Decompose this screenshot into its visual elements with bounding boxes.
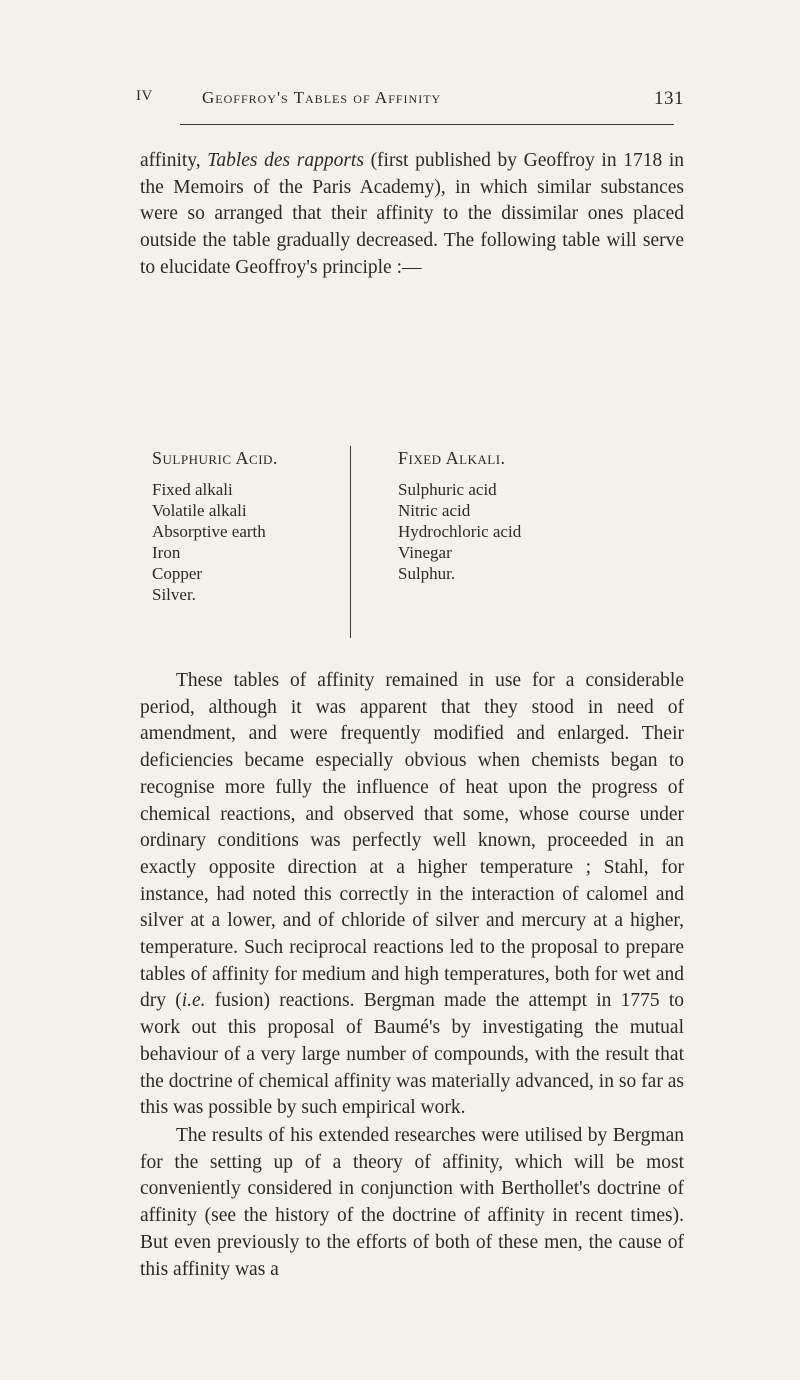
running-title: Geoffroy's Tables of Affinity bbox=[202, 88, 442, 107]
table-column-sulphuric-acid bbox=[152, 448, 278, 605]
table-item: Absorptive earth bbox=[152, 522, 266, 541]
paragraph-1 bbox=[140, 148, 684, 282]
paragraph-2-part-1: These tables of affinity remained in use for a considerable period, although it was apparent that they stood in need of amendment, and were frequently modified and enlarged. Their deficiencies became especially obvious when chemists began to recognise more fully the influence of heat upon the progress of chemical reactions, and observed that some, whose course under ordinary conditions was perfectly well known, proceeded in an exactly opposite direction at a higher temperature ; Stahl, for instance, had noted this correctly in the interaction of calomel and silver at a lower, and of chloride of silver and mercury at a higher, temperature. Such reciprocal reactions led to the proposal to prepare tables of affinity for medium and high temperatures, both for wet and dry ( bbox=[140, 670, 684, 1012]
table-column-fixed-alkali bbox=[398, 448, 521, 584]
running-head bbox=[136, 88, 684, 118]
table-item: Sulphuric acid bbox=[398, 480, 497, 499]
table-item: Vinegar bbox=[398, 543, 452, 562]
paragraph-1-italic-title: Tables des rapports bbox=[207, 150, 364, 171]
table-divider bbox=[350, 446, 351, 638]
table-item: Iron bbox=[152, 543, 181, 562]
table-column-heading: Sulphuric Acid. bbox=[152, 448, 278, 468]
table-item: Copper bbox=[152, 564, 203, 583]
paragraph-1-rest: (first published by Geoffroy in 1718 in the Memoirs of the Paris Academy), in which similar substances were so arranged that their affinity to the dissimilar ones placed outside the table gradually decreased. The following table will serve to elucidate Geoffroy's principle :— bbox=[140, 150, 684, 278]
paragraph-2-italic: i.e. bbox=[181, 990, 206, 1012]
chapter-number: IV bbox=[136, 88, 153, 104]
table-item: Fixed alkali bbox=[152, 480, 233, 499]
table-item: Nitric acid bbox=[398, 501, 471, 520]
table-column-heading: Fixed Alkali. bbox=[398, 448, 506, 468]
paragraph-2 bbox=[140, 668, 684, 1122]
paragraph-2-part-2: fusion) reactions. Bergman made the attempt in 1775 to work out this proposal of Baumé's by investigating the mutual behaviour of a very large number of compounds, with the result that the doctrine of chemical affinity was materially advanced, in so far as this was possible by such empirical work. bbox=[140, 990, 684, 1119]
affinity-table bbox=[150, 448, 670, 638]
table-item: Volatile alkali bbox=[152, 501, 247, 520]
paragraph-3: The results of his extended researches were utilised by Bergman for the setting up of a theory of affinity, which will be most conveniently considered in conjunction with Berthollet's doctrine of affinity (see the history of the doctrine of affinity in recent times). But even previously to the efforts of both of these men, the cause of this affinity was a bbox=[140, 1125, 684, 1280]
header-rule bbox=[180, 124, 674, 125]
paragraph-1-lead: affinity, bbox=[140, 150, 208, 171]
table-item: Hydrochloric acid bbox=[398, 522, 522, 541]
table-item: Sulphur. bbox=[398, 564, 456, 583]
table-item: Silver. bbox=[152, 585, 196, 604]
page-number: 131 bbox=[654, 88, 684, 109]
